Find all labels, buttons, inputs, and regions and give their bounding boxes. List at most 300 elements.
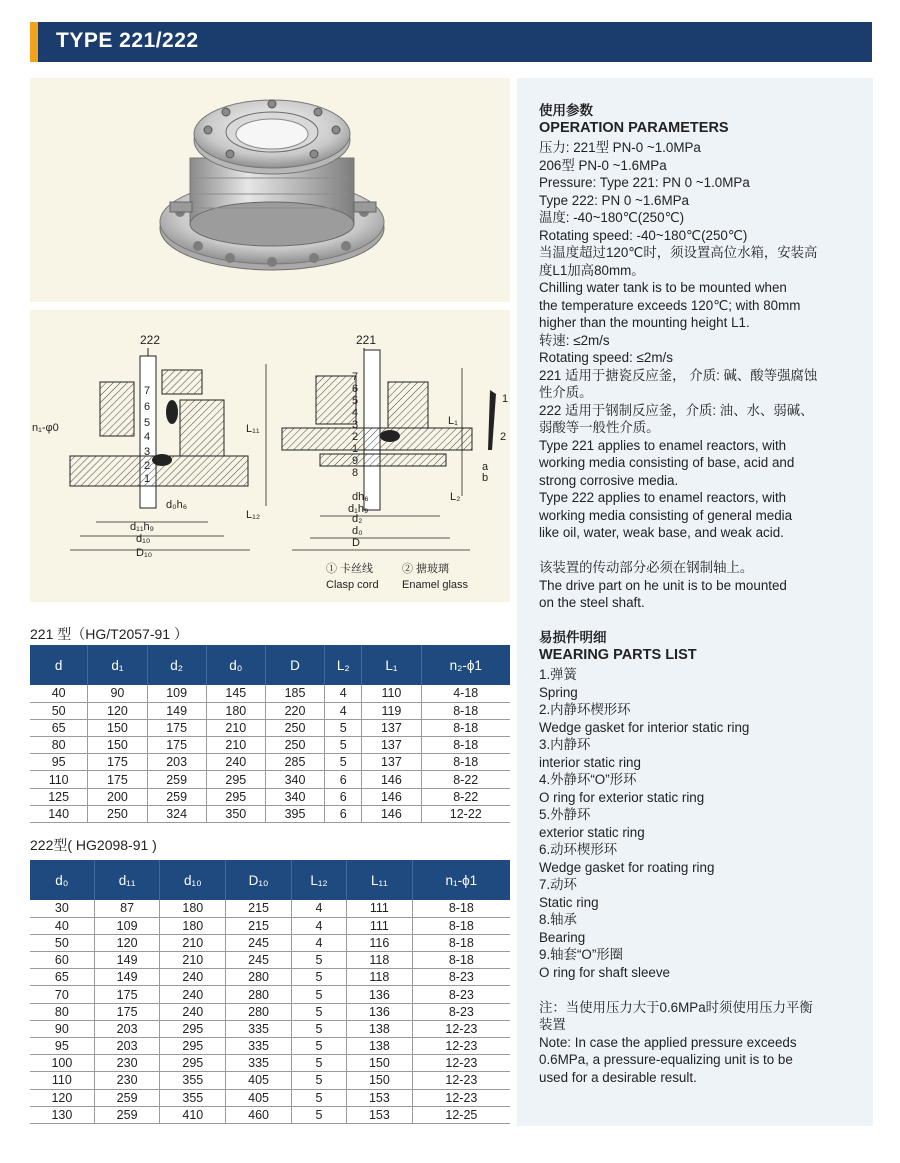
- operation-lines: [539, 139, 859, 542]
- table-221: [30, 645, 510, 823]
- page-header: [30, 22, 872, 62]
- pressure-note: [539, 999, 859, 1087]
- table-cell: 95: [30, 1038, 94, 1055]
- table-cell: 149: [147, 702, 206, 719]
- table-header: D₁₀: [226, 860, 292, 900]
- table-header-row: [30, 645, 510, 685]
- table-cell: 280: [226, 969, 292, 986]
- table-cell: 5: [291, 969, 346, 986]
- table-cell: 185: [265, 685, 324, 702]
- table-cell: 295: [160, 1055, 226, 1072]
- dim-label: L₂: [450, 491, 461, 503]
- part-label: 1: [144, 473, 151, 485]
- text-line: Pressure: Type 221: PN 0 ~1.0MPa: [539, 175, 750, 190]
- text-line: Wedge gasket for roating ring: [539, 859, 715, 875]
- table-cell: 145: [206, 685, 265, 702]
- table-cell: 65: [30, 719, 88, 736]
- table-cell: 295: [206, 771, 265, 788]
- table-cell: 203: [94, 1020, 160, 1037]
- text-line: 8.轴承: [539, 912, 577, 927]
- text-line: 7.动环: [539, 877, 577, 892]
- table-cell: 230: [94, 1055, 160, 1072]
- text-line: Type 222: PN 0 ~1.6MPa: [539, 192, 689, 208]
- table-cell: 285: [265, 754, 324, 771]
- table-cell: 210: [160, 934, 226, 951]
- legend-enamel-cn: ② 搪玻璃: [402, 563, 450, 575]
- mechanical-seal-photo: [30, 78, 510, 302]
- legend-clasp-en: Clasp cord: [326, 579, 379, 591]
- table-header: n₁-ϕ1: [412, 860, 510, 900]
- table-cell: 295: [206, 788, 265, 805]
- table-cell: 250: [88, 805, 147, 822]
- part-label: 7: [144, 385, 151, 397]
- table-cell: 240: [160, 969, 226, 986]
- table-row: [30, 1072, 510, 1089]
- table-cell: 240: [160, 1003, 226, 1020]
- table-cell: 8-18: [412, 917, 510, 934]
- table-cell: 295: [160, 1020, 226, 1037]
- table-cell: 230: [94, 1072, 160, 1089]
- table-cell: 405: [226, 1072, 292, 1089]
- table-cell: 4: [291, 934, 346, 951]
- table-cell: 280: [226, 1003, 292, 1020]
- text-line: 3.内静环: [539, 737, 591, 752]
- table-cell: 65: [30, 969, 94, 986]
- table-cell: 6: [325, 805, 362, 822]
- table-cell: 8-18: [412, 952, 510, 969]
- table-cell: 40: [30, 917, 94, 934]
- table-row: [30, 754, 510, 771]
- part-label: 6: [144, 401, 151, 413]
- table-cell: 395: [265, 805, 324, 822]
- table-header: L₁: [362, 645, 421, 685]
- part-label: 5: [144, 417, 151, 429]
- text-line: Rotating speed: ≤2m/s: [539, 350, 673, 365]
- table-header: n₂-ϕ1: [421, 645, 510, 685]
- table-row: [30, 685, 510, 702]
- table-cell: 150: [347, 1055, 413, 1072]
- text-line: Type 221 applies to enamel reactors, with: [539, 437, 787, 453]
- table-cell: 175: [88, 771, 147, 788]
- table-header: d₂: [147, 645, 206, 685]
- table-cell: 146: [362, 805, 421, 822]
- wearing-heading-cn: 易损件明细: [539, 630, 607, 645]
- table-cell: 149: [94, 969, 160, 986]
- table-cell: 335: [226, 1038, 292, 1055]
- table-cell: 175: [147, 737, 206, 754]
- table-cell: 4: [325, 685, 362, 702]
- dim-label: dh₆: [352, 491, 369, 503]
- text-line: working media consisting of general media: [539, 507, 793, 523]
- text-line: 装置: [539, 1017, 566, 1032]
- dim-label: d₀h₆: [166, 499, 188, 511]
- table-cell: 240: [206, 754, 265, 771]
- table-cell: 220: [265, 702, 324, 719]
- side-label: 1: [502, 393, 509, 405]
- table-cell: 324: [147, 805, 206, 822]
- dim-label: L₁₂: [246, 509, 261, 521]
- table-cell: 5: [325, 754, 362, 771]
- text-line: 度L1加高80mm。: [539, 262, 645, 278]
- text-line: 2.内静环楔形环: [539, 702, 631, 717]
- table-cell: 120: [88, 702, 147, 719]
- table-row: [30, 986, 510, 1003]
- table-cell: 109: [147, 685, 206, 702]
- table-header: d₁₀: [160, 860, 226, 900]
- table-cell: 40: [30, 685, 88, 702]
- table-cell: 203: [94, 1038, 160, 1055]
- table-cell: 355: [160, 1072, 226, 1089]
- legend-enamel-en: Enamel glass: [402, 579, 469, 591]
- table-header: d₁₁: [94, 860, 160, 900]
- table-cell: 119: [362, 702, 421, 719]
- table-cell: 50: [30, 934, 94, 951]
- text-line: higher than the mounting height L1.: [539, 315, 750, 330]
- text-line: 221 适用于搪瓷反应釜， 介质: 碱、酸等强腐蚀: [539, 367, 818, 383]
- table-cell: 137: [362, 737, 421, 754]
- table-cell: 8-22: [421, 788, 510, 805]
- table-cell: 125: [30, 788, 88, 805]
- table-cell: 6: [325, 771, 362, 788]
- table-cell: 180: [206, 702, 265, 719]
- specifications-text: [539, 102, 859, 1086]
- table-cell: 110: [30, 771, 88, 788]
- dim-label: d₂: [352, 513, 363, 525]
- text-line: on the steel shaft.: [539, 595, 645, 610]
- text-line: O ring for shaft sleeve: [539, 964, 670, 980]
- table-cell: 80: [30, 1003, 94, 1020]
- text-line: 1.弹簧: [539, 667, 577, 682]
- table-cell: 8-18: [421, 737, 510, 754]
- table-cell: 150: [88, 737, 147, 754]
- table-header: D: [265, 645, 324, 685]
- table-cell: 405: [226, 1089, 292, 1106]
- table-cell: 210: [206, 719, 265, 736]
- page-title: TYPE 221/222: [56, 29, 199, 52]
- text-line: 温度: -40~180℃(250℃): [539, 210, 685, 225]
- table-cell: 175: [94, 1003, 160, 1020]
- table-cell: 116: [347, 934, 413, 951]
- table-row: [30, 737, 510, 754]
- table-row: [30, 917, 510, 934]
- table-cell: 60: [30, 952, 94, 969]
- part-label: 9: [352, 455, 359, 467]
- table-cell: 138: [347, 1038, 413, 1055]
- table-cell: 6: [325, 788, 362, 805]
- table-cell: 295: [160, 1038, 226, 1055]
- table-cell: 5: [291, 1089, 346, 1106]
- table-row: [30, 805, 510, 822]
- part-label: 1: [352, 443, 359, 455]
- table-cell: 111: [347, 917, 413, 934]
- table-cell: 8-18: [412, 900, 510, 917]
- table-cell: 90: [30, 1020, 94, 1037]
- table-cell: 4: [291, 900, 346, 917]
- table-cell: 150: [88, 719, 147, 736]
- table-cell: 280: [226, 986, 292, 1003]
- table-cell: 245: [226, 952, 292, 969]
- dim-label: d₁₁h₉: [130, 521, 155, 533]
- table-cell: 5: [325, 719, 362, 736]
- table-cell: 5: [291, 952, 346, 969]
- dim-label: D: [352, 537, 360, 549]
- table-cell: 12-23: [412, 1072, 510, 1089]
- text-line: 9.轴套“O”形圈: [539, 947, 624, 962]
- dim-label: L₁: [448, 415, 458, 427]
- table-header: L₁₁: [347, 860, 413, 900]
- table-cell: 12-22: [421, 805, 510, 822]
- table-cell: 149: [94, 952, 160, 969]
- table-cell: 210: [160, 952, 226, 969]
- dim-label: d₀: [352, 525, 363, 537]
- header-accent-bar: [30, 22, 38, 62]
- table-row: [30, 900, 510, 917]
- part-label: 3: [352, 419, 359, 431]
- table-cell: 259: [147, 771, 206, 788]
- text-line: The drive part on he unit is to be mounted: [539, 577, 787, 593]
- table-cell: 8-23: [412, 986, 510, 1003]
- table-cell: 120: [30, 1089, 94, 1106]
- table-cell: 200: [88, 788, 147, 805]
- table-cell: 136: [347, 1003, 413, 1020]
- table-cell: 8-22: [421, 771, 510, 788]
- table-cell: 12-23: [412, 1089, 510, 1106]
- table-cell: 80: [30, 737, 88, 754]
- table-row: [30, 934, 510, 951]
- part-label: 2: [352, 431, 359, 443]
- text-line: exterior static ring: [539, 824, 645, 840]
- table-cell: 175: [147, 719, 206, 736]
- table-cell: 111: [347, 900, 413, 917]
- table-cell: 8-23: [412, 969, 510, 986]
- table-cell: 335: [226, 1020, 292, 1037]
- table-row: [30, 1089, 510, 1106]
- table-header: L₂: [325, 645, 362, 685]
- operation-heading-cn: 使用参数: [539, 103, 593, 118]
- table-header: d₀: [206, 645, 265, 685]
- table-cell: 30: [30, 900, 94, 917]
- diagram-label-222: 222: [140, 333, 161, 347]
- text-line: Static ring: [539, 894, 599, 910]
- text-line: Type 222 applies to enamel reactors, with: [539, 490, 787, 505]
- text-line: 注：当使用压力大于0.6MPa时须使用压力平衡: [539, 999, 813, 1015]
- table-cell: 87: [94, 900, 160, 917]
- table-cell: 245: [226, 934, 292, 951]
- table-cell: 350: [206, 805, 265, 822]
- table-cell: 12-23: [412, 1055, 510, 1072]
- table-row: [30, 702, 510, 719]
- text-line: interior static ring: [539, 754, 641, 770]
- part-label: 4: [352, 407, 359, 419]
- text-line: working media consisting of base, acid and: [539, 455, 795, 470]
- table-row: [30, 1003, 510, 1020]
- table-row: [30, 969, 510, 986]
- table-header: d₀: [30, 860, 94, 900]
- table-cell: 250: [265, 719, 324, 736]
- table-cell: 150: [347, 1072, 413, 1089]
- table-cell: 180: [160, 917, 226, 934]
- text-line: Note: In case the applied pressure exceeds: [539, 1034, 797, 1050]
- operation-heading-en: OPERATION PARAMETERS: [539, 119, 729, 136]
- specifications-panel: [517, 78, 873, 1126]
- table-cell: 8-18: [421, 719, 510, 736]
- table-cell: 5: [291, 1020, 346, 1037]
- text-line: 5.外静环: [539, 807, 591, 822]
- table-cell: 146: [362, 771, 421, 788]
- table-cell: 5: [291, 1003, 346, 1020]
- table-row: [30, 1106, 510, 1123]
- table-cell: 259: [147, 788, 206, 805]
- table-cell: 4: [291, 917, 346, 934]
- dim-label: d₁₀: [136, 533, 151, 545]
- table-cell: 110: [30, 1072, 94, 1089]
- product-photo-panel: [30, 78, 510, 302]
- table-222-title: 222型( HG2098-91 ): [30, 837, 157, 853]
- table-cell: 118: [347, 969, 413, 986]
- table-cell: 5: [291, 986, 346, 1003]
- dim-label: L₁₁: [246, 423, 260, 435]
- table-cell: 259: [94, 1089, 160, 1106]
- text-line: 弱酸等一般性介质。: [539, 420, 660, 435]
- table-cell: 5: [291, 1038, 346, 1055]
- table-cell: 215: [226, 917, 292, 934]
- table-cell: 138: [347, 1020, 413, 1037]
- part-label: 2: [144, 460, 151, 472]
- text-line: Rotating speed: -40~180℃(250℃): [539, 227, 748, 243]
- table-cell: 335: [226, 1055, 292, 1072]
- text-line: O ring for exterior static ring: [539, 789, 705, 805]
- text-line: 0.6MPa, a pressure-equalizing unit is to be: [539, 1052, 793, 1067]
- table-cell: 136: [347, 986, 413, 1003]
- table-cell: 8-23: [412, 1003, 510, 1020]
- table-cell: 100: [30, 1055, 94, 1072]
- table-cell: 250: [265, 737, 324, 754]
- text-line: like oil, water, weak base, and weak acid.: [539, 525, 784, 540]
- text-line: 压力: 221型 PN-0 ~1.0MPa: [539, 140, 701, 155]
- table-cell: 5: [325, 737, 362, 754]
- table-row: [30, 719, 510, 736]
- table-cell: 175: [88, 754, 147, 771]
- side-label: b: [482, 472, 489, 484]
- table-row: [30, 1020, 510, 1037]
- table-cell: 175: [94, 986, 160, 1003]
- table-cell: 5: [291, 1055, 346, 1072]
- text-line: 222 适用于钢制反应釜，介质: 油、水、弱碱、: [539, 402, 814, 418]
- side-label: a: [482, 461, 489, 473]
- table-cell: 460: [226, 1106, 292, 1123]
- wearing-parts-list: [539, 666, 859, 981]
- text-line: Wedge gasket for interior static ring: [539, 719, 750, 735]
- table-cell: 215: [226, 900, 292, 917]
- table-row: [30, 1055, 510, 1072]
- wearing-heading-en: WEARING PARTS LIST: [539, 646, 697, 663]
- text-line: 转速: ≤2m/s: [539, 332, 610, 348]
- table-cell: 355: [160, 1089, 226, 1106]
- diagram-label-221: 221: [356, 333, 377, 347]
- text-line: 该装置的传动部分必须在钢制轴上。: [539, 560, 754, 575]
- side-label: 2: [500, 431, 507, 443]
- table-cell: 120: [94, 934, 160, 951]
- table-cell: 110: [362, 685, 421, 702]
- table-cell: 4: [325, 702, 362, 719]
- table-cell: 50: [30, 702, 88, 719]
- table-cell: 12-25: [412, 1106, 510, 1123]
- legend-clasp-cn: ① 卡丝线: [326, 563, 374, 575]
- technical-diagram-panel: [30, 310, 510, 602]
- part-label: 7: [352, 371, 359, 383]
- text-line: Chilling water tank is to be mounted when: [539, 280, 787, 295]
- table-cell: 90: [88, 685, 147, 702]
- n-phi-label: n₁-φ0: [32, 422, 59, 434]
- part-label: 4: [144, 431, 151, 443]
- table-header-row: [30, 860, 510, 900]
- text-line: Spring: [539, 684, 578, 700]
- table-cell: 153: [347, 1106, 413, 1123]
- text-line: strong corrosive media.: [539, 472, 679, 488]
- table-cell: 8-18: [421, 754, 510, 771]
- table-cell: 259: [94, 1106, 160, 1123]
- text-line: the temperature exceeds 120℃; with 80mm: [539, 297, 801, 313]
- table-cell: 118: [347, 952, 413, 969]
- part-label: 8: [352, 467, 359, 479]
- table-cell: 8-18: [421, 702, 510, 719]
- table-cell: 146: [362, 788, 421, 805]
- text-line: 4.外静环“O”形环: [539, 772, 637, 787]
- table-cell: 12-23: [412, 1038, 510, 1055]
- table-cell: 95: [30, 754, 88, 771]
- table-header: L₁₂: [291, 860, 346, 900]
- table-cell: 410: [160, 1106, 226, 1123]
- table-cell: 240: [160, 986, 226, 1003]
- part-label: 5: [352, 395, 359, 407]
- text-line: 206型 PN-0 ~1.6MPa: [539, 157, 667, 173]
- text-line: 性介质。: [539, 385, 593, 400]
- table-header: d: [30, 645, 88, 685]
- table-cell: 340: [265, 788, 324, 805]
- table-cell: 140: [30, 805, 88, 822]
- table-cell: 130: [30, 1106, 94, 1123]
- dim-label: D₁₀: [136, 547, 153, 559]
- table-cell: 5: [291, 1072, 346, 1089]
- dim-label: d₁h₉: [348, 503, 369, 515]
- part-label: 6: [352, 383, 359, 395]
- table-cell: 70: [30, 986, 94, 1003]
- drive-note: [539, 559, 859, 612]
- table-cell: 109: [94, 917, 160, 934]
- table-cell: 137: [362, 754, 421, 771]
- part-label: 3: [144, 446, 151, 458]
- text-line: 6.动环楔形环: [539, 842, 618, 857]
- table-cell: 12-23: [412, 1020, 510, 1037]
- table-cell: 5: [291, 1106, 346, 1123]
- table-row: [30, 788, 510, 805]
- table-cell: 340: [265, 771, 324, 788]
- table-row: [30, 952, 510, 969]
- table-cell: 8-18: [412, 934, 510, 951]
- table-221-title: 221 型（HG/T2057-91 ）: [30, 626, 188, 642]
- text-line: used for a desirable result.: [539, 1069, 697, 1085]
- table-cell: 210: [206, 737, 265, 754]
- table-cell: 4-18: [421, 685, 510, 702]
- table-cell: 180: [160, 900, 226, 917]
- table-222: [30, 860, 510, 1124]
- table-header: d₁: [88, 645, 147, 685]
- table-row: [30, 1038, 510, 1055]
- table-cell: 137: [362, 719, 421, 736]
- text-line: 当温度超过120℃时，须设置高位水箱，安装高: [539, 245, 818, 260]
- table-row: [30, 771, 510, 788]
- text-line: Bearing: [539, 929, 586, 945]
